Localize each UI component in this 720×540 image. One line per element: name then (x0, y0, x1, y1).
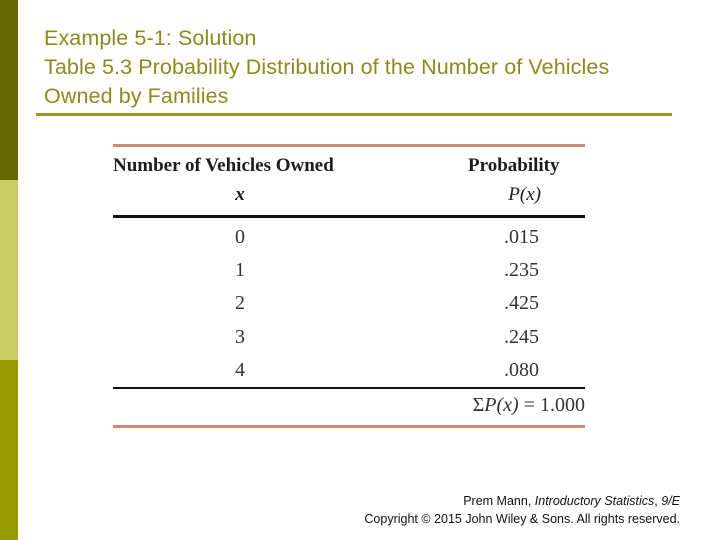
sigma-symbol: Σ (472, 394, 485, 416)
table-bottom-rule (113, 425, 585, 428)
stripe-band-top (0, 0, 18, 180)
probability-distribution-table (113, 144, 585, 430)
cell-probability: .425 (504, 292, 539, 314)
citation-separator: , (654, 494, 662, 508)
column-header-probability: Probability (468, 155, 560, 176)
citation-line (364, 492, 680, 510)
slide-title (44, 24, 609, 111)
title-line-1: Example 5-1: Solution (44, 26, 257, 50)
stripe-band-middle (0, 180, 18, 360)
title-underline (36, 113, 672, 116)
table-row (113, 322, 585, 355)
column-header-vehicles-owned: Number of Vehicles Owned (113, 155, 334, 176)
table-row (113, 222, 585, 255)
cell-probability: .235 (504, 259, 539, 281)
citation-book-title: Introductory Statistics (534, 494, 655, 508)
sum-equals: = (518, 394, 540, 416)
copyright-line: Copyright © 2015 John Wiley & Sons. All rights reserved. (364, 512, 680, 526)
cell-x: 4 (235, 359, 245, 381)
table-row (113, 355, 585, 388)
table-row (113, 255, 585, 288)
probability-sum (473, 394, 585, 417)
cell-probability: .015 (504, 226, 539, 248)
citation-author: Prem Mann, (463, 494, 535, 508)
cell-probability: .245 (504, 326, 539, 348)
cell-x: 1 (235, 259, 245, 281)
title-line-3: Owned by Families (44, 84, 229, 108)
px-arg: (x) (519, 184, 541, 205)
sum-p-letter: P (484, 394, 497, 416)
cell-x: 2 (235, 292, 245, 314)
citation-edition: 9/E (661, 494, 680, 508)
title-line-2: Table 5.3 Probability Distribution of the Number of Vehicles (44, 55, 610, 79)
cell-probability: .080 (504, 359, 539, 381)
cell-x: 3 (235, 326, 245, 348)
cell-x: 0 (235, 226, 245, 248)
column-symbol-x: x (235, 184, 245, 205)
sum-value: 1.000 (540, 394, 585, 416)
header-rule (113, 215, 585, 218)
table-top-rule (113, 144, 585, 147)
table-row (113, 288, 585, 321)
stripe-band-bottom (0, 360, 18, 540)
column-symbol-px (497, 184, 541, 206)
px-letter: P (508, 184, 520, 205)
citation-footer (364, 492, 680, 528)
sum-arg: (x) (496, 394, 519, 416)
footer-rule (113, 387, 585, 389)
